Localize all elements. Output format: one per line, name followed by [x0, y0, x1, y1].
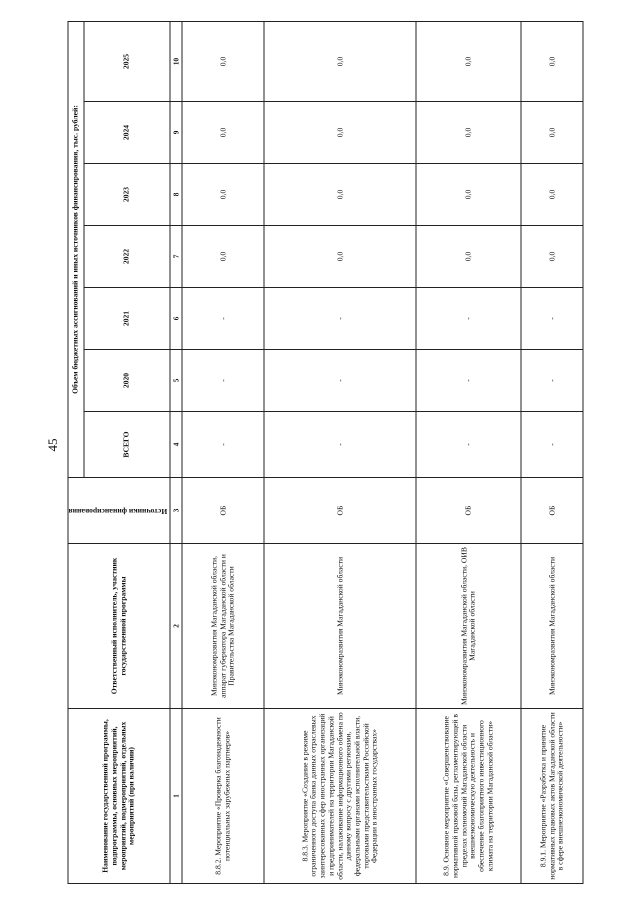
header-year-2020: 2020: [84, 349, 171, 411]
funding-table: [68, 20, 584, 883]
row-name: 8.9.1. Мероприятие «Разработка и принятие нормативных правовых актов Магаданской области в сфере внешнеэкономической деятельности»: [521, 708, 583, 883]
header-year-2023: 2023: [84, 163, 171, 225]
row-2021: -: [264, 287, 416, 349]
row-responsible: Минэкономразвития Магаданской области, ОИВ Магаданской области: [416, 543, 521, 708]
row-2025: 0,0: [521, 21, 583, 101]
column-number: 1: [170, 708, 182, 883]
header-source-label: Источники финансирования: [68, 506, 168, 516]
row-2020: -: [521, 349, 583, 411]
row-2024: 0,0: [416, 101, 521, 163]
column-number: 5: [170, 349, 182, 411]
column-number: 10: [170, 21, 182, 101]
row-2025: 0,0: [182, 21, 264, 101]
row-total: -: [264, 411, 416, 477]
column-number: 7: [170, 225, 182, 287]
row-source: ОБ: [521, 477, 583, 543]
table-row: [416, 21, 521, 883]
column-number: 4: [170, 411, 182, 477]
row-2022: 0,0: [264, 225, 416, 287]
column-number: 8: [170, 163, 182, 225]
row-2023: 0,0: [521, 163, 583, 225]
row-2025: 0,0: [416, 21, 521, 101]
row-2020: -: [182, 349, 264, 411]
row-total: -: [416, 411, 521, 477]
table-row: [521, 21, 583, 883]
row-2021: -: [521, 287, 583, 349]
column-number: 2: [170, 543, 182, 708]
header-name: Наименование государственной программы, подпрограммы, основных мероприятий, мероприятий, подмероприятий, отдельных мероприятий (при наличии): [68, 708, 170, 883]
header-year-2024: 2024: [84, 101, 171, 163]
row-2021: -: [182, 287, 264, 349]
header-responsible: Ответственный исполнитель, участник государственной программы: [68, 543, 170, 708]
row-2024: 0,0: [521, 101, 583, 163]
row-source: ОБ: [416, 477, 521, 543]
row-responsible: Минэкономразвития Магаданской области, аппарат губернатора Магаданской области и Правительства Магаданской области: [182, 543, 264, 708]
header-year-2025: 2025: [84, 21, 171, 101]
page-number: 45: [45, 438, 60, 452]
header-year-2021: 2021: [84, 287, 171, 349]
row-name: 8.8.2. Мероприятие «Проверка благонадежности потенциальных зарубежных партнеров»: [182, 708, 264, 883]
row-2020: -: [264, 349, 416, 411]
column-number: 9: [170, 101, 182, 163]
row-total: -: [182, 411, 264, 477]
row-2021: -: [416, 287, 521, 349]
header-total: ВСЕГО: [84, 411, 171, 477]
row-2022: 0,0: [521, 225, 583, 287]
header-source: [68, 477, 170, 543]
row-2023: 0,0: [264, 163, 416, 225]
table-row: [182, 21, 264, 883]
row-2022: 0,0: [416, 225, 521, 287]
row-2023: 0,0: [416, 163, 521, 225]
row-2023: 0,0: [182, 163, 264, 225]
header-funding-group: Объем бюджетных ассигнований и иных источников финансирования, тыс. рублей:: [68, 21, 84, 477]
row-2024: 0,0: [264, 101, 416, 163]
row-name: 8.8.3. Мероприятие «Создание в режиме ограниченного доступа банка данных отраслевых заинтересованных сфер иностранных организаций и предпринимателей на территории Магаданской области, налаживание информационного обмена по данному вопросу с другими регионами, федеральными органами исполнительной власти, торговыми представительствами Российской Федерации в иностранных государствах»: [264, 708, 416, 883]
row-responsible: Минэкономразвития Магаданской области: [521, 543, 583, 708]
header-year-2022: 2022: [84, 225, 171, 287]
table-row: [264, 21, 416, 883]
row-2025: 0,0: [264, 21, 416, 101]
column-number: 6: [170, 287, 182, 349]
column-number-row: [170, 21, 182, 883]
row-name: 8.9. Основное мероприятие «Совершенствование нормативной правовой базы, регламентирующей в пределах полномочий Магаданской области внешнеэкономическую деятельность и обеспечение благоприятного инвестиционного климата на территории Магаданской области»: [416, 708, 521, 883]
column-number: 3: [170, 477, 182, 543]
row-source: ОБ: [182, 477, 264, 543]
rotated-table-container: [68, 22, 573, 884]
row-responsible: Минэкономразвития Магаданской области: [264, 543, 416, 708]
row-total: -: [521, 411, 583, 477]
row-2022: 0,0: [182, 225, 264, 287]
row-source: ОБ: [264, 477, 416, 543]
row-2024: 0,0: [182, 101, 264, 163]
row-2020: -: [416, 349, 521, 411]
